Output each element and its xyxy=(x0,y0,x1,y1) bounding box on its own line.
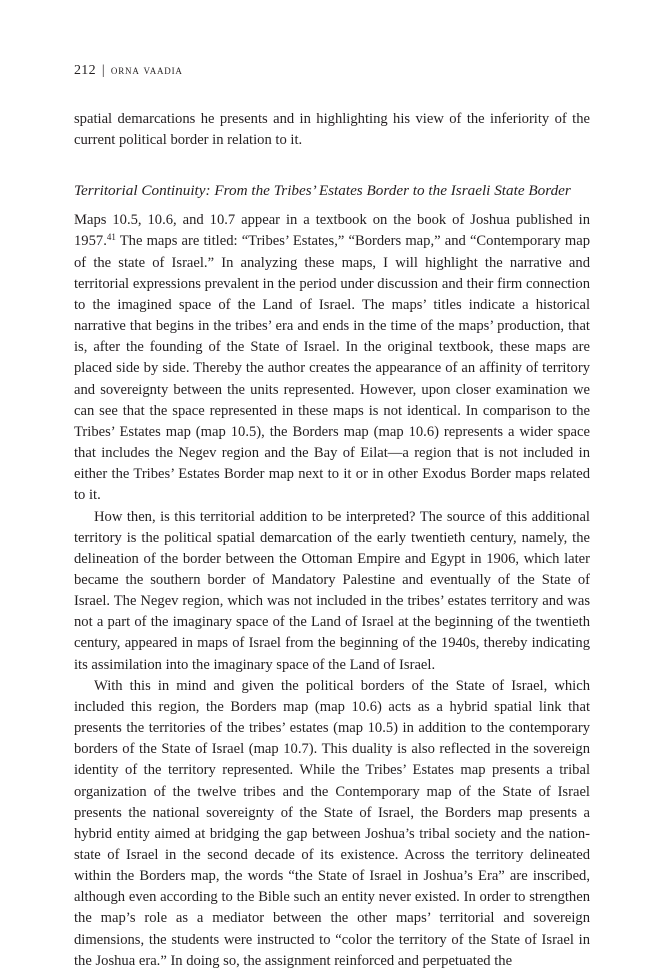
header-separator: | xyxy=(101,62,105,77)
paragraph-1 xyxy=(74,210,590,506)
book-page xyxy=(74,58,590,972)
page-number: 212 xyxy=(74,63,96,78)
paragraph-3: With this in mind and given the political borders of the State of Israel, which included this region, the Borders map (map 10.6) acts as a hybrid spatial link that presents the territories of the tribes’ estates (map 10.5) in addition to the contemporary borders of the State of Israel (map 10.7). This duality is also reflected in the sovereign identity of the territory represented. While the Tribes’ Estates map presents a tribal organization of the twelve tribes and the Contemporary map of the State of Israel presents the national sovereignty of the State of Israel, the Borders map presents a hybrid entity aimed at bridging the gap between Joshua’s tribal society and the nation-state of Israel in the second decade of its existence. Across the territory delineated within the Borders map, the words “the State of Israel in Joshua’s Era” are inscribed, although even according to the Bible such an entity never existed. In order to strengthen the map’s role as a mediator between the other maps’ territorial and sovereign dimensions, the students were instructed to “color the territory of the State of Israel in the Joshua era.” In doing so, the assignment reinforced and perpetuated the xyxy=(74,677,590,969)
paragraph-1-text-start: Maps 10.5, 10.6, and 10.7 appear in a textbook on the book of Joshua published in 1957. xyxy=(74,212,590,250)
running-header xyxy=(74,58,590,82)
paragraph-2: How then, is this territorial addition to be interpreted? The source of this additional territory is the political spatial demarcation of the early twentieth century, namely, the delineation of the border between the Ottoman Empire and Egypt in 1906, which later became the southern border of Mandatory Palestine and eventually of the State of Israel. The Negev region, which was not included in the tribes’ estates territory and was not a part of the imaginary space of the Land of Israel at the beginning of the twentieth century, appeared in maps of Israel from the beginning of the 1940s, thereby indicating its assimilation into the imaginary space of the Land of Israel. xyxy=(74,508,590,673)
body-text xyxy=(74,109,590,972)
running-head-author: orna vaadia xyxy=(110,63,183,77)
continuation-paragraph: spatial demarcations he presents and in highlighting his view of the inferiority of the current political border in relation to it. xyxy=(74,111,590,149)
paragraph-1-text-rest: The maps are titled: “Tribes’ Estates,” “Borders map,” and “Contemporary map of the state of Israel.” In analyzing these maps, I will highlight the narrative and territorial expressions prevalent in the period under discussion and their firm connection to the imagined space of the Land of Israel. The maps’ titles indicate a historical narrative that begins in the tribes’ era and ends in the time of the maps’ production, that is, after the founding of the State of Israel. In the original textbook, these maps are placed side by side. Thereby the author creates the appearance of an affinity of territory and sovereignty between the units represented. However, upon closer examination we can see that the space represented in these maps is not identical. In comparison to the Tribes’ Estates map (map 10.5), the Borders map (map 10.6) represents a wider space that includes the Negev region and the Bay of Eilat—a region that is not included in either the Tribes’ Estates Border map next to it or in other Exodus Border maps related to it. xyxy=(74,233,590,504)
footnote-reference-41[interactable]: 41 xyxy=(106,232,116,243)
section-heading: Territorial Continuity: From the Tribes’ Estates Border to the Israeli State Border xyxy=(74,182,571,200)
